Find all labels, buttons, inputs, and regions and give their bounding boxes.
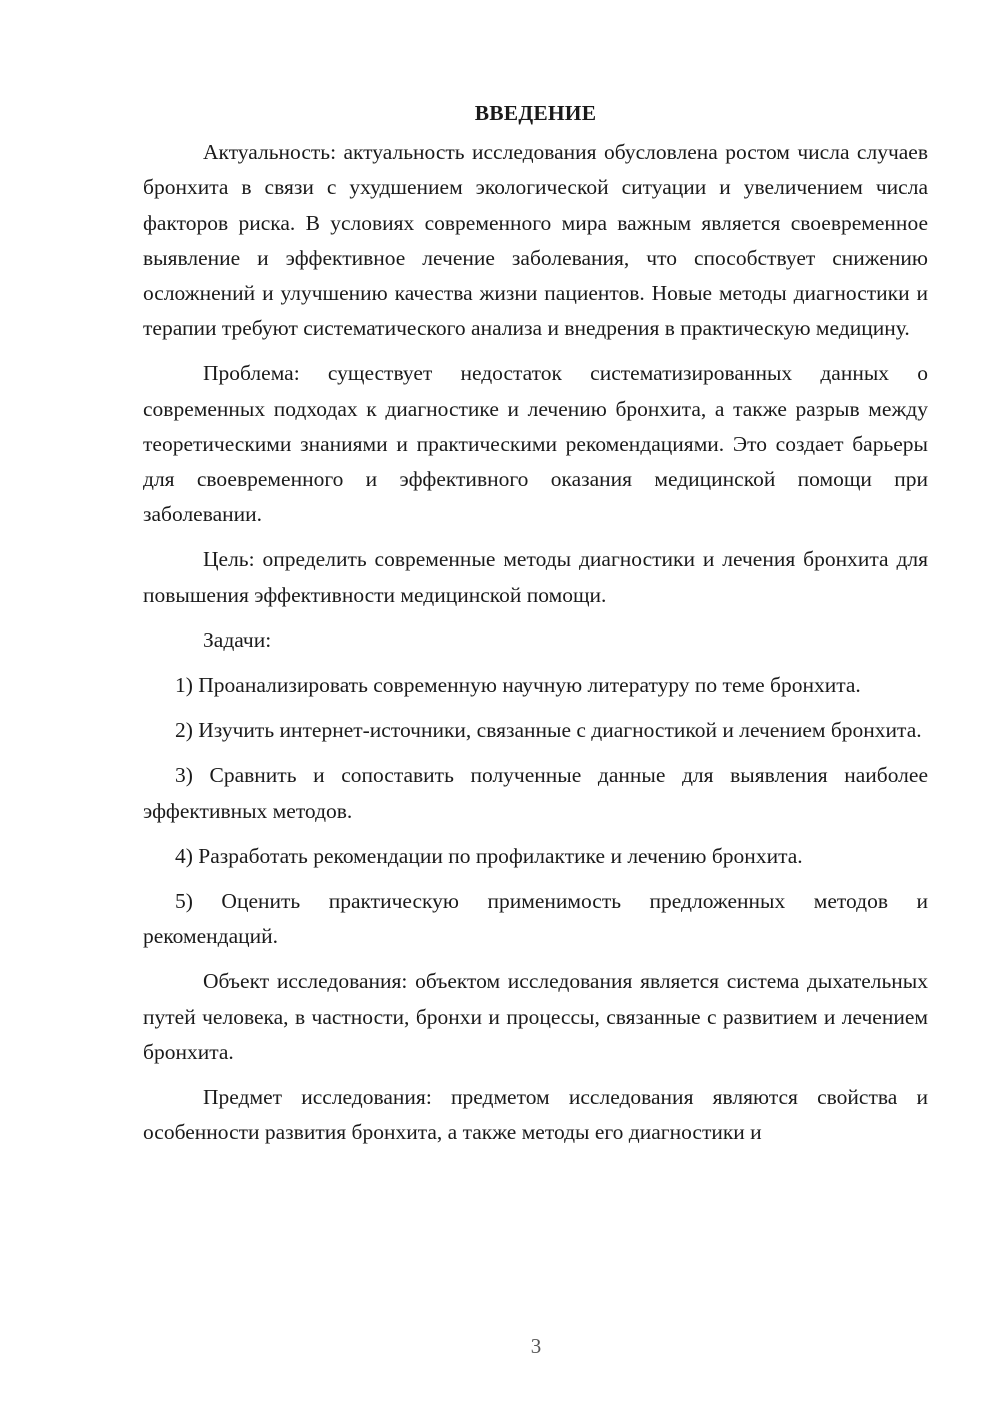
tasks-label: Задачи:	[203, 627, 272, 652]
page-content	[143, 96, 928, 1160]
task-item: 4) Разработать рекомендации по профилактике и лечению бронхита.	[175, 843, 803, 868]
paragraph-problem: Проблема: существует недостаток систематизированных данных о современных подходах к диагностике и лечению бронхита, а также разрыв между теоретическими знаниями и практическими рекомендациями. Это создает барьеры для своевременного и эффективного оказания медицинской помощи при заболевании.	[143, 361, 928, 527]
paragraph-object: Объект исследования: объектом исследования является система дыхательных путей человека, в частности, бронхи и процессы, связанные с развитием и лечением бронхита.	[143, 969, 928, 1064]
paragraph-relevance: Актуальность: актуальность исследования обусловлена ростом числа случаев бронхита в связи с ухудшением экологической ситуации и увеличением числа факторов риска. В условиях современного мира важным является своевременное выявление и эффективное лечение заболевания, что способствует снижению осложнений и улучшению качества жизни пациентов. Новые методы диагностики и терапии требуют систематического анализа и внедрения в практическую медицину.	[143, 140, 928, 341]
section-title: ВВЕДЕНИЕ	[474, 101, 597, 125]
page-number: 3	[530, 1334, 542, 1358]
task-item: 2) Изучить интернет-источники, связанные с диагностикой и лечением бронхита.	[175, 718, 922, 743]
task-item: 3) Сравнить и сопоставить полученные данные для выявления наиболее эффективных методов.	[143, 763, 928, 823]
task-item: 5) Оценить практическую применимость предложенных методов и рекомендаций.	[143, 889, 928, 949]
paragraph-goal: Цель: определить современные методы диагностики и лечения бронхита для повышения эффективности медицинской помощи.	[143, 547, 928, 607]
task-item: 1) Проанализировать современную научную литературу по теме бронхита.	[175, 673, 861, 698]
paragraph-subject: Предмет исследования: предметом исследования являются свойства и особенности развития бронхита, а также методы его диагностики и	[143, 1085, 928, 1145]
